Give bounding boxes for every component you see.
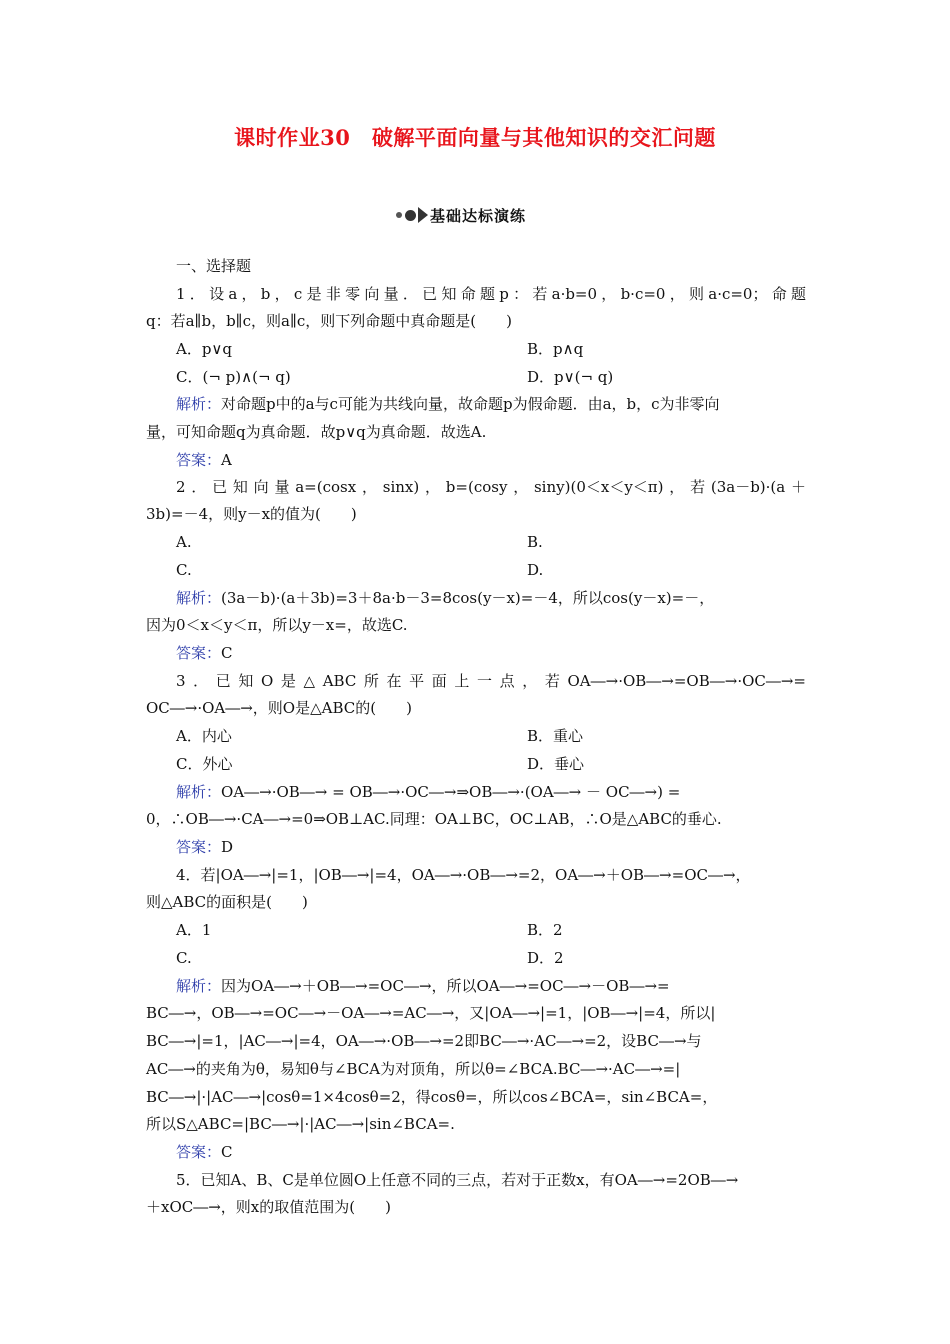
q3-option-a: A．内心 [176,727,232,745]
q4-analysis-line-2: BC―→，OB―→=OC―→－OA―→=AC―→，又|OA―→|=1，|OB―→|=4，所以| [146,1004,716,1022]
answer-value: D [221,838,234,856]
q4-option-c: C. [176,949,192,967]
analysis-label: 解析： [176,589,222,607]
q2-option-b: B. [527,533,543,551]
answer-label: 答案： [176,451,222,469]
answer-value: C [221,1143,233,1161]
q3-answer [176,836,836,858]
analysis-text: OA―→·OB―→ = OB―→·OC―→⇒OB―→·(OA―→ － OC―→) = [221,783,681,801]
question-3-line-2: OC―→·OA―→，则O是△ABC的( ) [146,699,412,717]
question-2-line-2: 3b)=－4，则y－x的值为( ) [146,505,357,523]
q1-analysis-line-1 [176,393,836,415]
question-1-line-1: 1．设a，b，c是非零向量．已知命题p：若a·b=0，b·c=0，则a·c=0；命题 [176,285,806,303]
q1-option-c: C．(¬ p)∧(¬ q) [176,368,291,386]
q4-analysis-line-5: BC―→|·|AC―→|cosθ=1×4cosθ=2，得cosθ=，所以cos∠BCA=，sin∠BCA=， [146,1088,718,1106]
q2-option-d: D. [527,561,544,579]
q2-option-a: A. [176,533,192,551]
question-2-line-1: 2．已知向量a=(cosx，sinx)，b=(cosy，siny)(0＜x＜y＜π)，若(3a－b)·(a＋ [176,478,806,496]
q1-option-b: B．p∧q [527,340,584,358]
q1-option-a: A．p∨q [176,340,233,358]
answer-value: A [221,451,232,469]
q4-option-d: D．2 [527,949,564,967]
q4-answer [176,1141,836,1163]
question-4-line-2: 则△ABC的面积是( ) [146,893,308,911]
arrow-right-icon [418,207,428,223]
analysis-text: (3a－b)·(a＋3b)=3＋8a·b－3=8cos(y－x)=－4，所以cos(y－x)=－， [221,589,715,607]
q2-option-c: C. [176,561,192,579]
q2-analysis-line-1 [176,587,836,609]
question-3-line-1: 3．已知O是△ABC所在平面上一点，若OA―→·OB―→=OB―→·OC―→= [176,672,806,690]
section-banner-label: 基础达标演练 [430,206,527,225]
question-4-line-1: 4．若|OA―→|=1，|OB―→|=4，OA―→·OB―→=2，OA―→＋OB―→=OC―→， [176,866,751,884]
analysis-label: 解析： [176,783,222,801]
q4-analysis-line-1 [176,975,836,997]
answer-label: 答案： [176,644,222,662]
q3-option-c: C．外心 [176,755,233,773]
q3-option-b: B．重心 [527,727,584,745]
q1-option-d: D．p∨(¬ q) [527,368,614,386]
answer-label: 答案： [176,1143,222,1161]
analysis-text: 对命题p中的a与c可能为共线向量，故命题p为假命题．由a，b，c为非零向 [221,395,720,413]
q3-analysis-line-2: 0，∴OB―→·CA―→=0⇒OB⊥AC.同理：OA⊥BC，OC⊥AB，∴O是△ABC的垂心. [146,810,722,828]
q4-analysis-line-4: AC―→的夹角为θ，易知θ与∠BCA为对顶角，所以θ=∠BCA.BC―→·AC―→=| [146,1060,681,1078]
bullet-dot-icon [405,210,416,221]
section-heading: 一、选择题 [176,257,252,275]
analysis-text: 因为OA―→＋OB―→=OC―→，所以OA―→=OC―→－OB―→= [221,977,670,995]
section-banner [396,204,526,226]
q1-answer [176,449,836,471]
question-5-line-1: 5．已知A、B、C是单位圆O上任意不同的三点，若对于正数x，有OA―→=2OB―→ [176,1171,739,1189]
q4-option-b: B．2 [527,921,563,939]
analysis-label: 解析： [176,977,222,995]
question-5-line-2: ＋xOC―→，则x的取值范围为( ) [146,1198,391,1216]
analysis-label: 解析： [176,395,222,413]
answer-label: 答案： [176,838,222,856]
q4-option-a: A．1 [176,921,212,939]
q3-option-d: D．垂心 [527,755,585,773]
q2-answer [176,642,836,664]
bullet-dot-icon [396,212,402,218]
q4-analysis-line-6: 所以S△ABC=|BC―→|·|AC―→|sin∠BCA=. [146,1115,455,1133]
q3-analysis-line-1 [176,781,836,803]
answer-value: C [221,644,233,662]
page-title: 课时作业30 破解平面向量与其他知识的交汇问题 [234,125,716,150]
q1-analysis-line-2: 量，可知命题q为真命题．故p∨q为真命题．故选A. [146,423,487,441]
question-1-line-2: q：若a∥b，b∥c，则a∥c，则下列命题中真命题是( ) [146,312,512,330]
q4-analysis-line-3: BC―→|=1，|AC―→|=4，OA―→·OB―→=2即BC―→·AC―→=2，设BC―→与 [146,1032,702,1050]
q2-analysis-line-2: 因为0＜x＜y＜π，所以y－x=，故选C. [146,616,408,634]
